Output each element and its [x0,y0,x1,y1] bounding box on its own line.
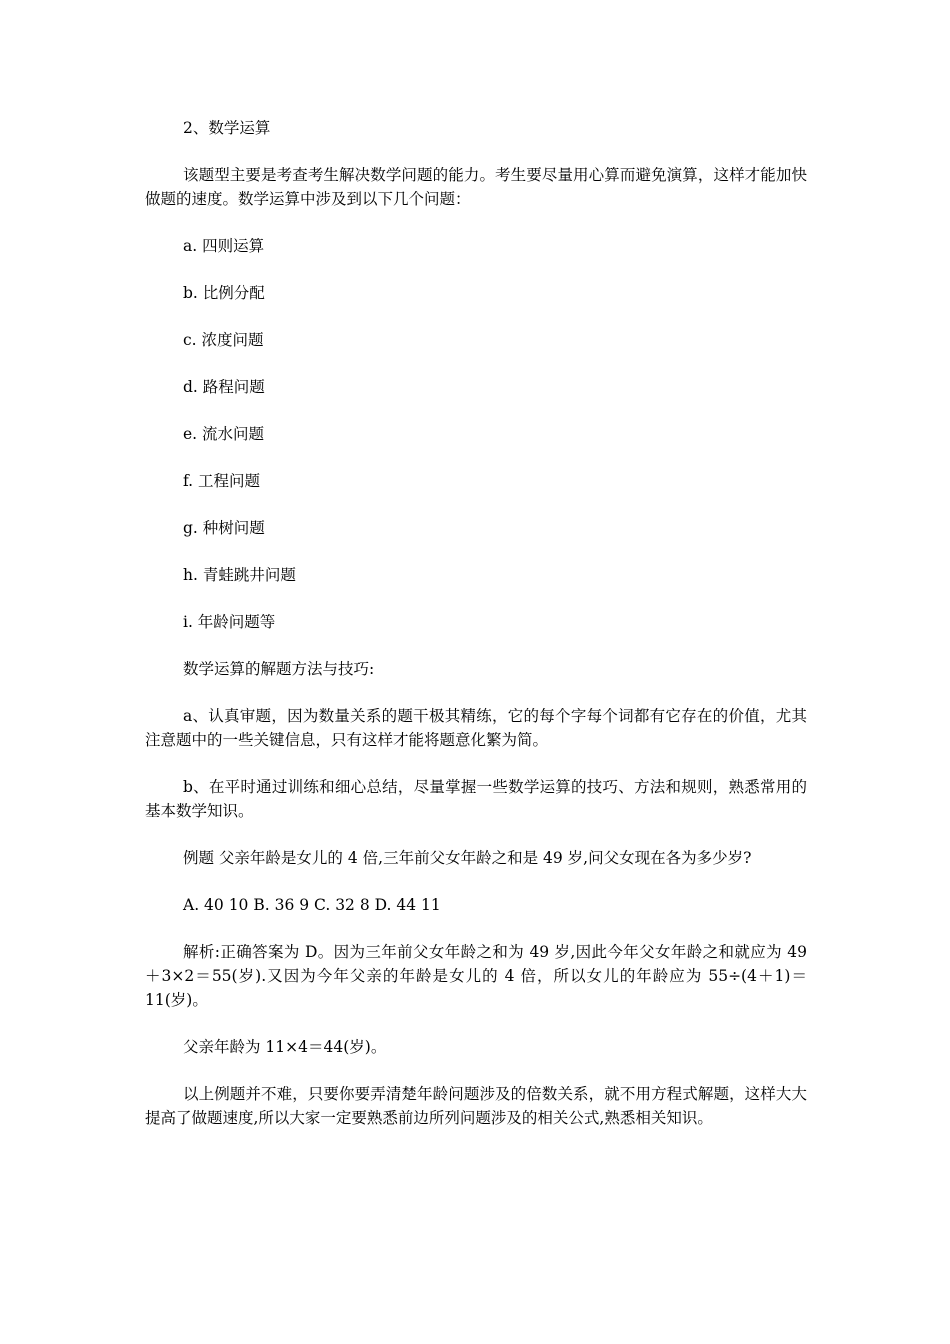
topic-item: i. 年龄问题等 [183,613,276,631]
father-age-line: 父亲年龄为 11×4＝44(岁)。 [183,1038,387,1056]
topic-item: h. 青蛙跳井问题 [183,566,296,584]
methods-heading: 数学运算的解题方法与技巧: [183,660,375,678]
answer-options: A. 40 10 B. 36 9 C. 32 8 D. 44 11 [183,896,441,914]
topic-item: f. 工程问题 [183,472,261,490]
topic-item: c. 浓度问题 [183,331,264,349]
topic-item: g. 种树问题 [183,519,265,537]
topic-item: a. 四则运算 [183,237,265,255]
intro-paragraph: 该题型主要是考查考生解决数学问题的能力。考生要尽量用心算而避免演算，这样才能加快做题的速度。数学运算中涉及到以下几个问题： [145,166,807,208]
analysis-paragraph: 解析:正确答案为 D。因为三年前父女年龄之和为 49 岁,因此今年父女年龄之和就应为 49＋3×2＝55(岁).又因为今年父亲的年龄是女儿的 4 倍，所以女儿的年龄应为 55÷(4＋1)＝11(岁)。 [145,943,807,1009]
example-question: 例题 父亲年龄是女儿的 4 倍,三年前父女年龄之和是 49 岁,问父女现在各为多少岁? [183,849,752,867]
topic-item: b. 比例分配 [183,284,265,302]
topic-item: d. 路程问题 [183,378,265,396]
section-heading: 2、数学运算 [183,119,271,137]
method-a-paragraph: a、认真审题，因为数量关系的题干极其精练，它的每个字每个词都有它存在的价值，尤其注意题中的一些关键信息，只有这样才能将题意化繁为简。 [145,707,807,749]
method-b-paragraph: b、在平时通过训练和细心总结，尽量掌握一些数学运算的技巧、方法和规则，熟悉常用的基本数学知识。 [145,778,807,820]
topic-item: e. 流水问题 [183,425,265,443]
conclusion-paragraph: 以上例题并不难，只要你要弄清楚年龄问题涉及的倍数关系，就不用方程式解题，这样大大提高了做题速度,所以大家一定要熟悉前边所列问题涉及的相关公式,熟悉相关知识。 [145,1085,807,1127]
document-page [145,116,807,1153]
